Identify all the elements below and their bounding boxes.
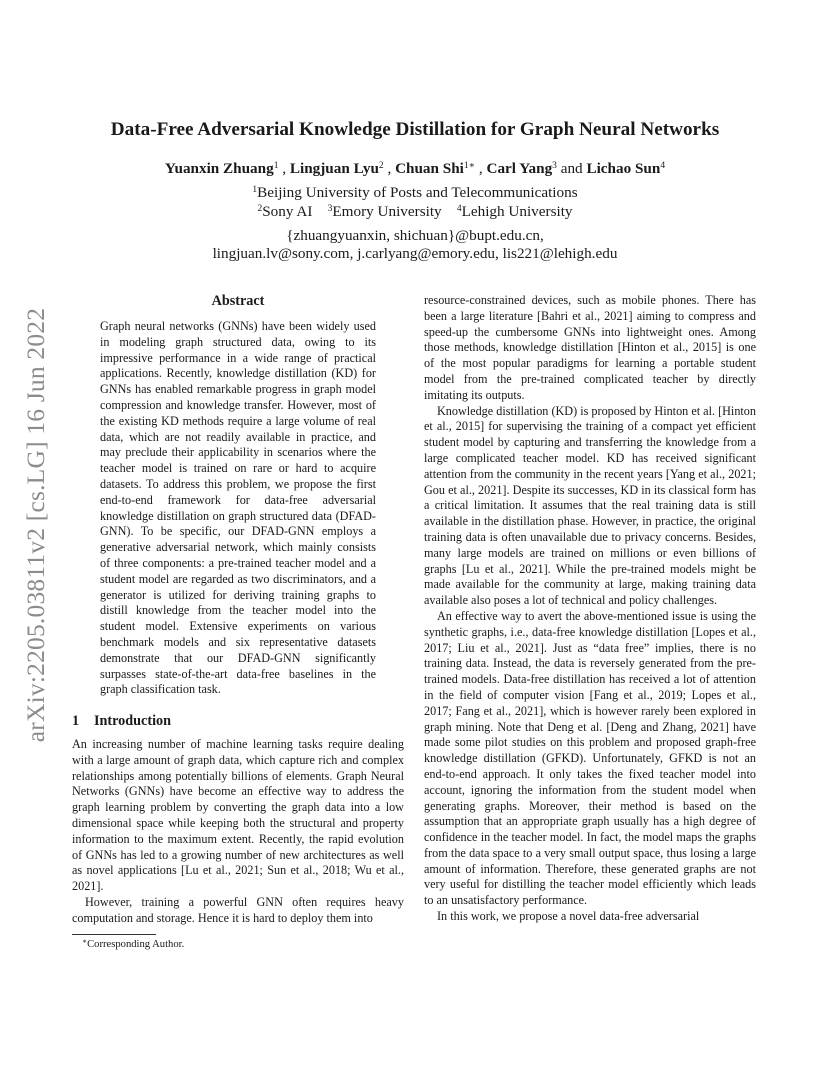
affiliation-mark: 1 bbox=[252, 184, 258, 195]
author-and: and bbox=[560, 160, 583, 177]
body-paragraph: resource-constrained devices, such as mobile phones. There has been a large literature [Bahri et al., 2021] aiming to compress and speed-up the cumbersome GNNs into lightweight ones. Among those methods, knowledge distillation [Hinton et al., 2015] is one of the most popular paradigms for learning a portable student model from the pre-trained complicated teacher by directly imitating its outputs. bbox=[424, 293, 756, 402]
affiliation-mark: 4 bbox=[456, 203, 462, 214]
affiliation-mark: 3 bbox=[327, 203, 333, 214]
author-list: Yuanxin Zhuang$^1$ , Lingjuan Lyu$^2$ , Chuan Shi$^{1∗}$ , Carl Yang$^3$ and Lichao Sun$^4$ bbox=[164, 160, 666, 177]
right-column-body bbox=[424, 293, 756, 925]
left-column-body bbox=[72, 737, 404, 927]
author-name: Chuan Shi bbox=[395, 160, 464, 177]
footnote-mark: ∗ bbox=[82, 936, 88, 946]
arxiv-sidebar bbox=[20, 290, 52, 760]
body-paragraph: Knowledge distillation (KD) is proposed by Hinton et al. [Hinton et al., 2015] for supervising the training of a compact yet efficient student model by capturing and transferring the knowledge from a large complicated teacher model. KD has received significant attention from the community in the recent years [Yang et al., 2021; Gou et al., 2021]. Despite its successes, KD in its classical form has a critical limitation. It assumes that the real training data is still available in the distillation phase. However, in practice, the original training data is often unavailable due to privacy concerns. Besides, many large models are trained on millions or even billions of graphs [Lu et al., 2021]. While the pre-trained models might be made available for the community at large, making training data available also poses a lot of technical and policy challenges. bbox=[424, 403, 756, 608]
email-line: lingjuan.lv@sony.com, j.carlyang@emory.edu, lis221@lehigh.edu bbox=[212, 245, 618, 262]
body-paragraph: An increasing number of machine learning tasks require dealing with a large amount of graph data, which capture rich and complex relationships among potentially billions of elements. Graph Neural Networks (GNNs) have become an effective way to address the graph learning problem by converting the graph data into a low dimensional space while keeping both the structural and property information to the maximum extent. Recently, the rapid evolution of GNNs has led to a growing number of new architectures as well as novel applications [Lu et al., 2021; Sun et al., 2018; Wu et al., 2021]. bbox=[72, 737, 404, 894]
body-paragraph: However, training a powerful GNN often requires heavy computation and storage. Hence it is hard to deploy them into bbox=[72, 894, 404, 925]
affiliation-line bbox=[60, 202, 770, 221]
abstract-text: Graph neural networks (GNNs) have been widely used in modeling graph structured data, owing to its impressive performance in a wide range of practical applications. Recently, knowledge distillation (KD) for GNNs has enabled remarkable progress in graph model compression and knowledge transfer. However, most of the existing KD methods require a large volume of real data, which are not readily available in practice, and may preclude their applicability in scenarios where the teacher model is trained on rare or hard to acquire datasets. To address this problem, we propose the first end-to-end framework for data-free adversarial knowledge distillation on graph structured data (DFAD-GNN). To be specific, our DFAD-GNN employs a generative adversarial network, which mainly consists of three components: a pre-trained teacher model and a student model are regarded as two discriminators, and a generator is utilized for deriving training graphs to distill knowledge from the teacher model into the student model. Extensive experiments on various benchmark models and six representative datasets demonstrate that our DFAD-GNN significantly surpasses state-of-the-art data-free baselines in the graph classification task. bbox=[100, 319, 376, 697]
section-title: Introduction bbox=[94, 713, 171, 729]
abstract-heading: Abstract bbox=[211, 293, 265, 309]
section-number: 1 bbox=[72, 713, 80, 729]
section-heading bbox=[72, 712, 171, 730]
affiliation-line bbox=[60, 183, 770, 202]
affiliation-mark: 2 bbox=[257, 203, 263, 214]
author-affiliation-mark: 4 bbox=[660, 160, 666, 171]
author-name: Carl Yang bbox=[486, 160, 553, 177]
author-name: Yuanxin Zhuang bbox=[164, 160, 274, 177]
footnote-text: Corresponding Author. bbox=[87, 939, 185, 950]
author-name: Lichao Sun bbox=[586, 160, 661, 177]
affiliation-name: Beijing University of Posts and Telecommunications bbox=[257, 184, 578, 201]
author-affiliation-mark: 1∗ bbox=[463, 160, 476, 171]
footnote-rule bbox=[72, 934, 156, 935]
arxiv-identifier: arXiv:2205.03811v2 [cs.LG] 16 Jun 2022 bbox=[21, 307, 50, 743]
body-paragraph: An effective way to avert the above-mentioned issue is using the synthetic graphs, i.e., data-free knowledge distillation [Lopes et al., 2017; Liu et al., 2021]. Just as “data free” implies, there is no training data. Instead, the data is reversely generated from the pre-trained models. Data-free distillation has received a lot of attention in the field of computer vision [Fang et al., 2019; Lopes et al., 2017; Fang et al., 2021], which is however rarely been explored in graph mining. Note that Deng et al. [Deng and Zhang, 2021] have made some pilot studies on this problem and proposed graph-free knowledge distillation (GFKD). Unfortunately, GFKD is not an end-to-end approach. It only takes the fixed teacher model into account, ignoring the information from the student model when generating graphs. Moreover, their method is based on the assumption that an appropriate graph usually has a high degree of confidence in the teacher model. In fact, the model maps the graphs from the data space to a very small output space, thus losing a large amount of information. Therefore, these generated graphs are not very useful for distilling the teacher model efficiently which leads to an unsatisfactory performance. bbox=[424, 608, 756, 908]
email-line: {zhuangyuanxin, shichuan}@bupt.edu.cn, bbox=[286, 227, 544, 244]
paper-title: Data-Free Adversarial Knowledge Distillation for Graph Neural Networks bbox=[110, 119, 720, 140]
affiliation-name: Lehigh University bbox=[461, 203, 573, 220]
affiliation-name: Sony AI bbox=[262, 203, 313, 220]
author-affiliation-mark: 3 bbox=[552, 160, 557, 171]
body-paragraph: In this work, we propose a novel data-free adversarial bbox=[437, 909, 700, 924]
author-name: Lingjuan Lyu bbox=[289, 160, 379, 177]
author-affiliation-mark: 1 bbox=[273, 160, 279, 171]
author-affiliation-mark: 2 bbox=[378, 160, 384, 171]
affiliation-name: Emory University bbox=[332, 203, 442, 220]
footnote bbox=[82, 938, 184, 951]
